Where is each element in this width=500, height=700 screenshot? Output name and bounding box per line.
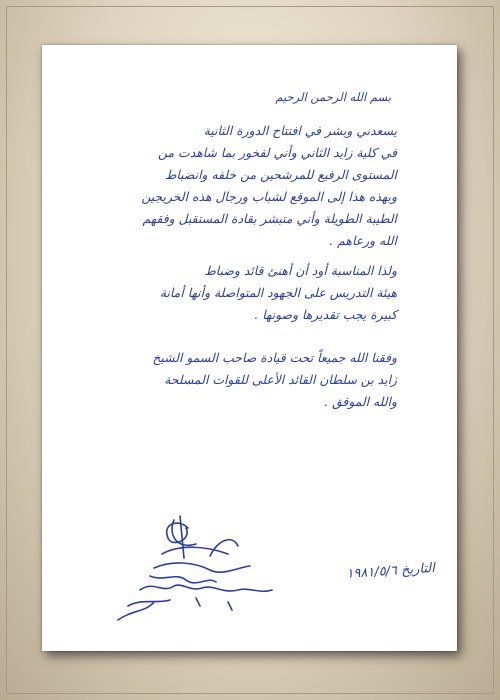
letter-line: وفقنا الله جميعاً تحت قيادة صاحب السمو الشيخ (152, 350, 397, 365)
basmala: بسم الله الرحمن الرحيم (275, 90, 391, 104)
letter-line: والله الموفق . (324, 394, 397, 409)
letter-line: ولذا المناسبة أود أن أهنئ قائد وضباط (204, 263, 397, 278)
letter-line: وبهذه هذا إلى الموقع لشباب ورجال هذه الخريجين (141, 189, 397, 204)
paragraph-gap (52, 252, 397, 260)
letter-line: كبيرة يجب تقديرها وصونها . (254, 307, 397, 322)
paragraph-gap (52, 326, 397, 347)
letter-line: المستوى الرفيع للمرشحين من خلفه وانضباط (164, 167, 397, 182)
letter-line: الله ورعاهم . (329, 233, 397, 248)
letter-line: يسعدني وبشر في افتتاح الدورة الثانية (203, 123, 397, 138)
handwritten-signature (110, 510, 280, 625)
letter-line: هيئة التدريس على الجهود المتواصلة وأنها أمانة (159, 285, 397, 300)
letter-line: في كلية زايد الثاني وأني لفخور بما شاهدت من (158, 145, 397, 160)
letter-line: الطيبة الطويلة وأني متبشر بقادة المستقبل وفقهم (142, 211, 397, 226)
date-line: التاريخ ١٩٨١/٥/٦ (345, 560, 436, 582)
letter-line: زايد بن سلطان القائد الأعلى للقوات المسلحة (164, 372, 397, 387)
handwritten-letter (52, 86, 397, 413)
